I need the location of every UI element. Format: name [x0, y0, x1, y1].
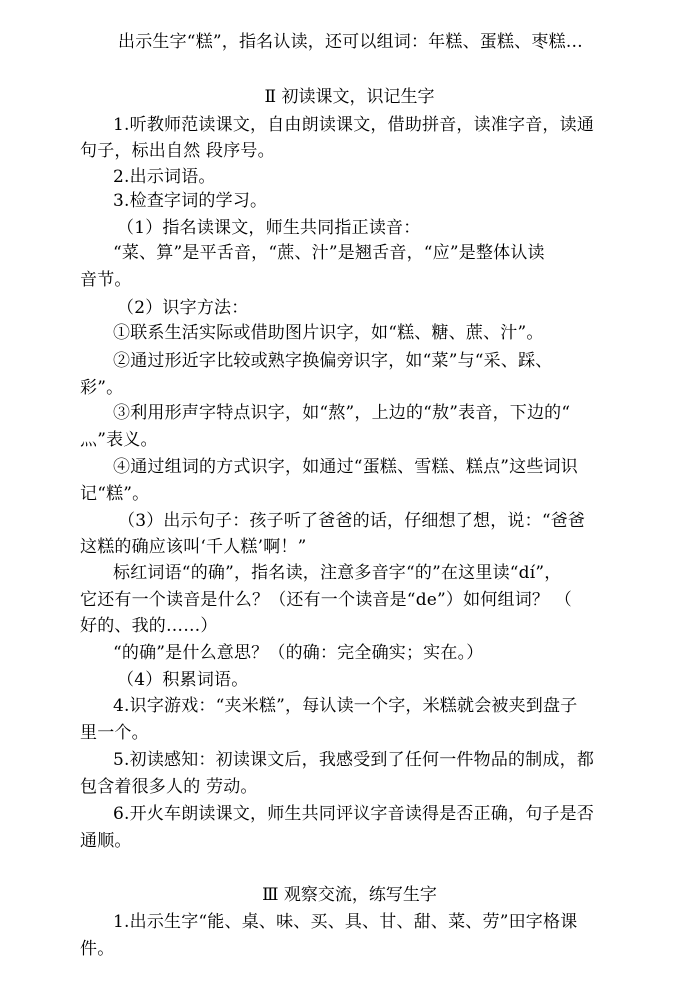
paragraph-line: ②通过形近字比较或熟字换偏旁识字，如“菜”与“采、踩、: [113, 351, 553, 371]
paragraph-line: 句子，标出自然 段序号。: [80, 141, 275, 161]
paragraph-line: ③利用形声字特点识字，如“熬”，上边的“敖”表音，下边的“: [113, 403, 571, 423]
paragraph-line: 2.出示词语。: [113, 167, 216, 187]
paragraph-line: 彩”。: [80, 378, 124, 398]
paragraph-line: 音节。: [80, 270, 132, 290]
paragraph-line: 1.听教师范读课文，自由朗读课文，借助拼音，读准字音，读通: [113, 115, 595, 135]
paragraph-line: 标红词语“的确”，指名读，注意多音字“的”在这里读“dí”，: [113, 563, 562, 583]
section-2-heading: Ⅱ 初读课文，识记生字: [264, 87, 435, 107]
paragraph-line: （4）积累词语。: [117, 670, 249, 690]
paragraph-line: 件。: [80, 939, 115, 959]
paragraph-line: 它还有一个读音是什么？（还有一个读音是“de”）如何组词？ （: [80, 590, 572, 610]
paragraph-line: 灬”表义。: [80, 430, 158, 450]
paragraph-line: “的确”是什么意思？（的确：完全确实；实在。）: [113, 643, 484, 663]
paragraph-line: 记“糕”。: [80, 484, 150, 504]
section-3-heading: Ⅲ 观察交流，练写生字: [262, 885, 437, 905]
paragraph-line: ①联系生活实际或借助图片识字，如“糕、糖、蔗、汁”。: [113, 323, 544, 343]
paragraph-line: 6.开火车朗读课文，师生共同评议字音读得是否正确，句子是否: [113, 804, 595, 824]
paragraph-line: 4.识字游戏：“夹米糕”，每认读一个字，米糕就会被夹到盘子: [113, 696, 578, 716]
paragraph-line: 1.出示生字“能、桌、味、买、具、甘、甜、菜、劳”田字格课: [113, 912, 578, 932]
paragraph-line: “菜、算”是平舌音，“蔗、汁”是翘舌音，“应”是整体认读: [113, 243, 545, 263]
paragraph-line: 里一个。: [80, 723, 149, 743]
paragraph-line: 这糕的确应该叫‘千人糕’啊！”: [80, 537, 307, 557]
paragraph-line: 通顺。: [80, 831, 132, 851]
paragraph-line: 包含着很多人的 劳动。: [80, 777, 258, 797]
paragraph-line: （2）识字方法：: [117, 298, 249, 318]
paragraph-line: （1）指名读课文，师生共同指正读音：: [117, 218, 421, 238]
paragraph-line: 好的、我的……）: [80, 616, 218, 636]
paragraph-line: （3）出示句子：孩子听了爸爸的话，仔细想了想，说：“爸爸: [118, 511, 586, 531]
intro-line: 出示生字“糕”，指名认读，还可以组词：年糕、蛋糕、枣糕…: [118, 32, 583, 52]
paragraph-line: 3.检查字词的学习。: [113, 191, 268, 211]
paragraph-line: ④通过组词的方式识字，如通过“蛋糕、雪糕、糕点”这些词识: [113, 457, 578, 477]
paragraph-line: 5.初读感知：初读课文后，我感受到了任何一件物品的制成，都: [113, 750, 595, 770]
